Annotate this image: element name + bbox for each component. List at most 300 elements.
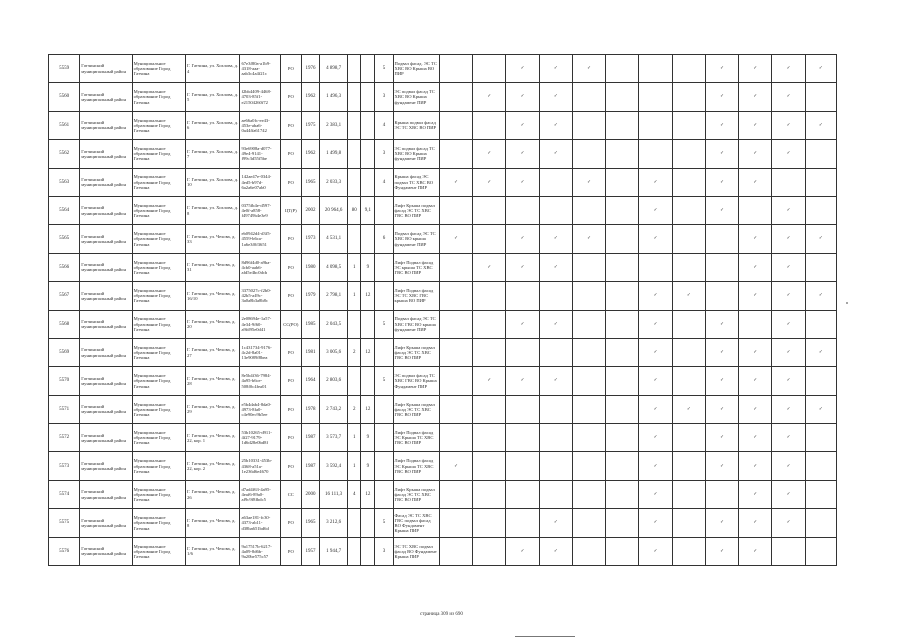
work-check-cell [606,537,639,565]
work-check-cell [506,310,539,338]
work-check-cell [606,55,639,83]
count-a-cell [348,225,361,253]
district-cell: Гатчинский муниципальный район [80,537,132,565]
work-check-cell [805,140,836,168]
check-mark-icon: ✓ [587,66,591,72]
floors-cell [375,395,393,423]
year-cell: 2002 [301,196,319,224]
type-cell: РО [280,509,301,537]
area-cell: 3 005,6 [320,338,348,366]
work-check-cell [705,225,738,253]
area-cell: 3 573,7 [320,424,348,452]
district-cell: Гатчинский муниципальный район [80,225,132,253]
check-mark-icon: ✓ [454,463,458,469]
works-cell: Лифт Крыша подвал фасад ЭС ТС ХВС ГВС ВО ПИР [393,338,439,366]
district-cell: Гатчинский муниципальный район [80,424,132,452]
work-check-cell [805,452,836,480]
work-check-cell [606,253,639,281]
work-check-cell [705,55,738,83]
check-mark-icon: ✓ [786,520,791,526]
guid-cell: 8e5b4f36-7984-4a95-b6ce-508f0c4fea01 [240,367,280,395]
check-mark-icon: ✓ [753,151,758,157]
check-mark-icon: ✓ [753,378,758,384]
buildings-register-table [48,54,837,566]
work-check-cell [473,196,506,224]
works-cell: Лифт Крыша подвал фасад ЭС ТС ХВС ГВС ВО ПИР [393,395,439,423]
check-mark-icon: ✓ [653,208,658,214]
year-cell: 2000 [301,480,319,508]
work-check-cell [439,253,472,281]
work-check-cell [606,282,639,310]
work-check-cell [705,509,738,537]
check-mark-icon: ✓ [520,94,525,100]
district-cell: Гатчинский муниципальный район [80,83,132,111]
work-check-cell [439,480,472,508]
works-cell: Лифт Подвал фасад ЭС Крыша ТС ХВС ГВС ВО ПИР [393,452,439,480]
check-mark-icon: ✓ [520,66,525,72]
guid-cell: d7ad4f63-4a95-4eaf6-89a0-af9c9f8fbdc5 [240,480,280,508]
work-check-cell [439,111,472,139]
count-b-cell [361,509,375,537]
work-check-cell [705,111,738,139]
count-a-cell: 80 [348,196,361,224]
works-cell: Лифт Подвал фасад ЭС ТС ХВС ГВС крыша ВО ПИР [393,282,439,310]
check-mark-icon: ✓ [720,122,724,128]
type-cell: РО [280,282,301,310]
check-mark-icon: ✓ [818,350,823,355]
work-check-cell [772,395,805,423]
work-check-cell [439,196,472,224]
work-check-cell [439,55,472,83]
check-mark-icon: ✓ [587,179,591,185]
check-mark-icon: ✓ [818,66,823,72]
type-cell: РО [280,338,301,366]
table-row [49,168,837,196]
floors-cell: 4 [375,168,393,196]
type-cell: РО [280,83,301,111]
guid-cell: eb0942d4-d3f5-4559-b6ca-1a6e3f0f3651 [240,225,280,253]
count-b-cell: 12 [361,480,375,508]
table-row [49,253,837,281]
table-row [49,140,837,168]
year-cell: 1973 [301,225,319,253]
floors-cell: 4 [375,111,393,139]
district-cell: Гатчинский муниципальный район [80,509,132,537]
type-cell: РО [280,367,301,395]
settlement-cell: Муниципальное образование Город Гатчина [132,168,185,196]
work-check-cell [572,225,605,253]
work-check-cell [439,140,472,168]
check-mark-icon: ✓ [753,236,758,242]
work-check-cell [639,338,672,366]
floors-cell [375,253,393,281]
check-mark-icon: ✓ [786,66,791,72]
area-cell: 16 111,3 [320,480,348,508]
count-b-cell: 12 [361,282,375,310]
check-mark-icon: ✓ [753,548,758,554]
works-cell: Подвал фасад ЭС ТС ХВС ГВС ВО крыша фундамент ПИР [393,310,439,338]
works-cell: Лифт Подвал фасад ЭС крыша ТС ХВС ГВС ВО ПИР [393,253,439,281]
address-cell: Г. Гатчина, ул. Чехова, д. 33 [186,225,240,253]
work-check-cell [805,225,836,253]
works-cell: ЭС подвал фасад ТС ХВС ГВС ВО Крыша Фундамент ПИР [393,367,439,395]
row-id: 5573 [49,452,80,480]
work-check-cell [439,282,472,310]
work-check-cell [772,452,805,480]
work-check-cell [739,253,772,281]
work-check-cell [539,196,572,224]
settlement-cell: Муниципальное образование Город Гатчина [132,424,185,452]
works-cell: ЭС ТС ХВС подвал фасад ВО Фундамент Крыша ПИР [393,537,439,565]
work-check-cell [805,537,836,565]
work-check-cell [672,55,705,83]
work-check-cell [572,537,605,565]
district-cell: Гатчинский муниципальный район [80,196,132,224]
work-check-cell [539,338,572,366]
table-row [49,83,837,111]
check-mark-icon: ✓ [753,264,758,270]
work-check-cell [639,253,672,281]
settlement-cell: Муниципальное образование Город Гатчина [132,196,185,224]
address-cell: Г. Гатчина, ул. Чехова, д. 22, кор. 2 [186,452,240,480]
work-check-cell [506,424,539,452]
guid-cell: e5b4dab4-8da0-4973-8fa0-c4e90ec9b5ee [240,395,280,423]
area-cell: 2 798,1 [320,282,348,310]
check-mark-icon: ✓ [520,236,525,242]
work-check-cell [772,480,805,508]
area-cell: 2 383,1 [320,111,348,139]
works-cell: Лифт Крыша подвал фасад ЭС ТС ХВС ГВС ВО ПИР [393,196,439,224]
settlement-cell: Муниципальное образование Город Гатчина [132,282,185,310]
work-check-cell [473,282,506,310]
work-check-cell [805,282,836,310]
check-mark-icon: ✓ [786,491,791,497]
settlement-cell: Муниципальное образование Город Гатчина [132,83,185,111]
settlement-cell: Муниципальное образование Город Гатчина [132,111,185,139]
work-check-cell [772,282,805,310]
count-b-cell [361,140,375,168]
row-id: 5560 [49,83,80,111]
check-mark-icon: ✓ [653,350,658,355]
district-cell: Гатчинский муниципальный район [80,310,132,338]
works-cell: Крыша подвал фасад ЭС ТС ХВС ВО ПИР [393,111,439,139]
count-b-cell: 9,1 [361,196,375,224]
type-cell: РО [280,424,301,452]
work-check-cell [572,140,605,168]
scan-artifact-speck [846,302,848,304]
work-check-cell [805,395,836,423]
work-check-cell [539,282,572,310]
count-a-cell: 2 [348,338,361,366]
work-check-cell [606,367,639,395]
work-check-cell [805,310,836,338]
count-b-cell: 12 [361,338,375,366]
work-check-cell [506,111,539,139]
work-check-cell [606,424,639,452]
work-check-cell [672,253,705,281]
area-cell: 2 033,3 [320,168,348,196]
work-check-cell [639,282,672,310]
settlement-cell: Муниципальное образование Город Гатчина [132,140,185,168]
guid-cell: 2e08694e-1a57-4e34-9f60-a9fd95e0d41 [240,310,280,338]
count-a-cell [348,509,361,537]
district-cell: Гатчинский муниципальный район [80,452,132,480]
check-mark-icon: ✓ [753,293,758,299]
type-cell: РО [280,253,301,281]
work-check-cell [572,367,605,395]
work-check-cell [772,509,805,537]
count-a-cell: 2 [348,395,361,423]
check-mark-icon: ✓ [454,179,458,185]
floors-cell [375,338,393,366]
work-check-cell [473,424,506,452]
area-cell: 2 803,6 [320,367,348,395]
work-check-cell [506,338,539,366]
count-b-cell [361,168,375,196]
check-mark-icon: ✓ [587,236,591,242]
check-mark-icon: ✓ [720,548,724,554]
settlement-cell: Муниципальное образование Город Гатчина [132,480,185,508]
guid-cell: 53b10265-d911-4f27-9179-1d6d28e0bd8f [240,424,280,452]
row-id: 5559 [49,55,80,83]
check-mark-icon: ✓ [818,122,823,128]
check-mark-icon: ✓ [753,520,758,526]
work-check-cell [473,367,506,395]
address-cell: Г. Гатчина, ул. Чехова, д. 1/6 [186,537,240,565]
check-mark-icon: ✓ [720,151,724,157]
work-check-cell [772,310,805,338]
work-check-cell [672,111,705,139]
work-check-cell [439,338,472,366]
work-check-cell [739,338,772,366]
count-a-cell [348,83,361,111]
check-mark-icon: ✓ [653,321,658,327]
type-cell: РО [280,111,301,139]
count-b-cell [361,310,375,338]
work-check-cell [506,196,539,224]
check-mark-icon: ✓ [520,378,525,384]
check-mark-icon: ✓ [786,236,791,242]
check-mark-icon: ✓ [553,94,558,100]
check-mark-icon: ✓ [786,94,791,100]
work-check-cell [473,480,506,508]
guid-cell: 142ae47e-0344-4ed5-b97d-6a2a6e07ab0 [240,168,280,196]
work-check-cell [539,452,572,480]
row-id: 5569 [49,338,80,366]
count-a-cell: 1 [348,282,361,310]
work-check-cell [572,111,605,139]
check-mark-icon: ✓ [553,264,558,270]
guid-cell: f2bb4409-4468-4703-85f1-e21504260f72 [240,83,280,111]
check-mark-icon: ✓ [720,350,724,355]
work-check-cell [506,480,539,508]
type-cell: ЦТ(Р) [280,196,301,224]
guid-cell: 1c431734-9176-4c2d-8a01-13e9089f8bea [240,338,280,366]
work-check-cell [672,168,705,196]
work-check-cell [506,140,539,168]
work-check-cell [439,452,472,480]
address-cell: Г. Гатчина, ул. Чехова, д. 31 [186,253,240,281]
work-check-cell [739,55,772,83]
guid-cell: a63ae181-fc30-4373-ab11-d38ba651bd6d [240,509,280,537]
area-cell: 1 496,3 [320,83,348,111]
address-cell: Г. Гатчина, ул. Чехова, д. 27 [186,338,240,366]
floors-cell: 5 [375,310,393,338]
check-mark-icon: ✓ [786,122,791,128]
work-check-cell [539,168,572,196]
check-mark-icon: ✓ [653,435,658,441]
work-check-cell [606,196,639,224]
settlement-cell: Муниципальное образование Город Гатчина [132,452,185,480]
address-cell: Г. Гатчина, ул. Чехова, д. 16/10 [186,282,240,310]
work-check-cell [506,395,539,423]
count-b-cell [361,225,375,253]
check-mark-icon: ✓ [786,293,791,299]
work-check-cell [639,537,672,565]
count-a-cell [348,537,361,565]
work-check-cell [572,509,605,537]
work-check-cell [572,55,605,83]
work-check-cell [672,537,705,565]
work-check-cell [473,509,506,537]
table-row [49,196,837,224]
page-footer: страница 309 из 690 [420,612,463,617]
work-check-cell [705,282,738,310]
address-cell: Г. Гатчина, ул. Чехова, д. 20 [186,310,240,338]
table-row [49,225,837,253]
work-check-cell [606,395,639,423]
check-mark-icon: ✓ [720,520,724,526]
work-check-cell [739,225,772,253]
type-cell: РО [280,537,301,565]
work-check-cell [739,395,772,423]
work-check-cell [805,83,836,111]
work-check-cell [772,253,805,281]
table-row [49,395,837,423]
district-cell: Гатчинский муниципальный район [80,367,132,395]
count-b-cell [361,83,375,111]
work-check-cell [739,310,772,338]
work-check-cell [439,83,472,111]
work-check-cell [606,140,639,168]
work-check-cell [705,452,738,480]
check-mark-icon: ✓ [653,378,658,384]
check-mark-icon: ✓ [786,350,791,355]
row-id: 5562 [49,140,80,168]
check-mark-icon: ✓ [786,463,791,469]
work-check-cell [473,168,506,196]
work-check-cell [672,338,705,366]
type-cell: РО [280,395,301,423]
work-check-cell [805,509,836,537]
check-mark-icon: ✓ [520,179,525,185]
check-mark-icon: ✓ [487,378,492,384]
floors-cell: 3 [375,83,393,111]
settlement-cell: Муниципальное образование Город Гатчина [132,55,185,83]
check-mark-icon: ✓ [553,321,558,327]
work-check-cell [572,424,605,452]
work-check-cell [639,424,672,452]
work-check-cell [539,111,572,139]
work-check-cell [539,537,572,565]
check-mark-icon: ✓ [553,520,558,526]
work-check-cell [805,338,836,366]
check-mark-icon: ✓ [553,66,558,72]
work-check-cell [439,168,472,196]
work-check-cell [572,338,605,366]
floors-cell: 3 [375,537,393,565]
work-check-cell [606,452,639,480]
address-cell: Г. Гатчина, ул. Чехова, д. 22, кор. 1 [186,424,240,452]
row-id: 5565 [49,225,80,253]
count-b-cell [361,537,375,565]
table-row [49,537,837,565]
work-check-cell [805,253,836,281]
check-mark-icon: ✓ [686,293,691,299]
row-id: 5576 [49,537,80,565]
work-check-cell [639,310,672,338]
row-id: 5561 [49,111,80,139]
row-id: 5567 [49,282,80,310]
count-a-cell [348,367,361,395]
work-check-cell [539,509,572,537]
work-check-cell [506,282,539,310]
address-cell: Г. Гатчина, ул. Чехова, д. 26 [186,480,240,508]
district-cell: Гатчинский муниципальный район [80,140,132,168]
work-check-cell [772,225,805,253]
district-cell: Гатчинский муниципальный район [80,480,132,508]
work-check-cell [805,196,836,224]
work-check-cell [606,480,639,508]
scan-artifact-line [515,636,575,637]
work-check-cell [539,395,572,423]
check-mark-icon: ✓ [753,179,758,185]
check-mark-icon: ✓ [653,491,658,497]
table-row [49,367,837,395]
check-mark-icon: ✓ [753,435,758,441]
work-check-cell [539,83,572,111]
year-cell: 1987 [301,452,319,480]
address-cell: Г. Гатчина, ул. Хохлова, д. 4 [186,55,240,83]
settlement-cell: Муниципальное образование Город Гатчина [132,509,185,537]
work-check-cell [772,537,805,565]
year-cell: 1957 [301,537,319,565]
count-b-cell: 9 [361,424,375,452]
year-cell: 1962 [301,83,319,111]
count-b-cell: 12 [361,395,375,423]
work-check-cell [539,253,572,281]
count-a-cell: 1 [348,452,361,480]
settlement-cell: Муниципальное образование Город Гатчина [132,253,185,281]
year-cell: 1976 [301,55,319,83]
work-check-cell [772,367,805,395]
work-check-cell [739,282,772,310]
work-check-cell [705,168,738,196]
work-check-cell [672,140,705,168]
work-check-cell [672,196,705,224]
area-cell: 3 592,4 [320,452,348,480]
type-cell: СС [280,480,301,508]
work-check-cell [805,367,836,395]
guid-cell: 3375027c-f2b0-42b5-a49c-3a0a8b3a8b8c [240,282,280,310]
area-cell: 1 944,7 [320,537,348,565]
check-mark-icon: ✓ [653,236,658,242]
work-check-cell [705,480,738,508]
table-body [49,55,837,566]
work-check-cell [705,338,738,366]
check-mark-icon: ✓ [786,151,791,157]
check-mark-icon: ✓ [720,208,724,214]
